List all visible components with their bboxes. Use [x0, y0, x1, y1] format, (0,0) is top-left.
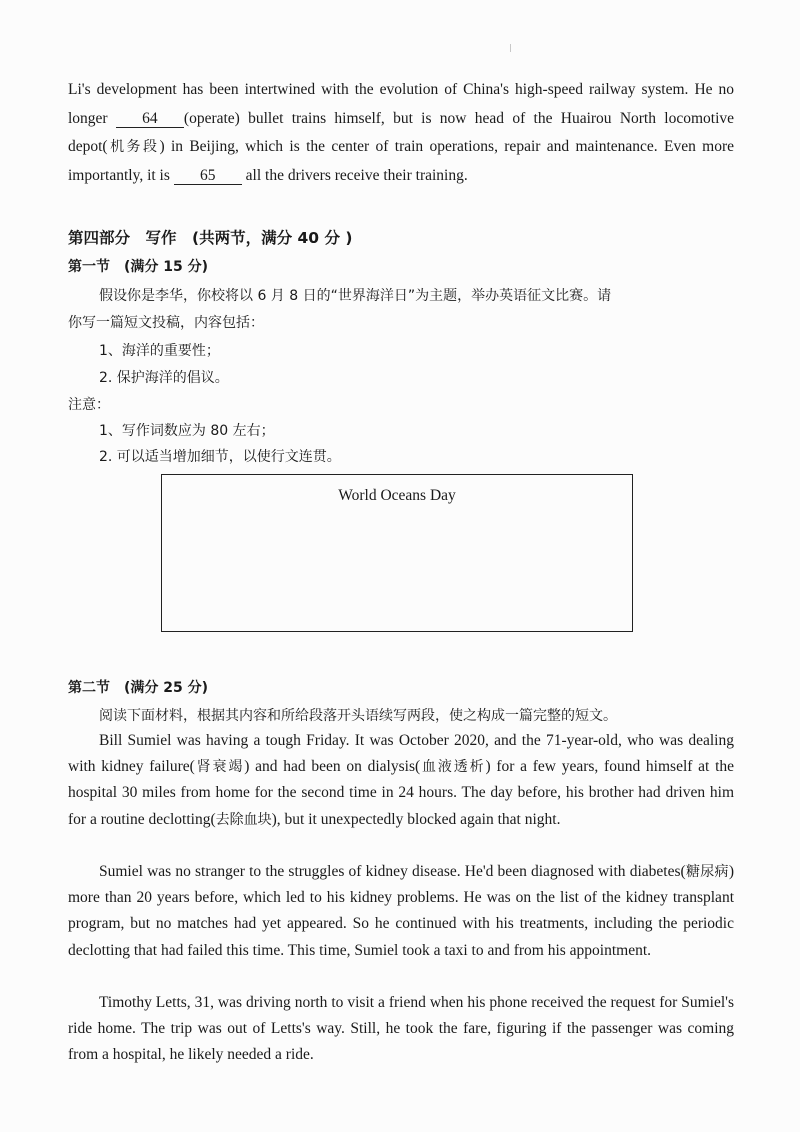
writing-box-title: World Oceans Day	[338, 487, 456, 504]
passage-text: (operate) bullet trains himself, but is now head of the Huairou North locomotive depot(	[68, 109, 735, 156]
story-paragraph: Timothy Letts, 31, was driving north to visit a friend when his phone received the request for Sumiel's ride home. The trip was out of Letts's way. Still, he took the fare, figuring if the passenger was coming from a hospital, he likely needed a ride.	[68, 994, 734, 1064]
passage-text: Li's development has been intertwined with the evolution of China's high-speed railway system.	[68, 81, 689, 98]
passage-text: ) in Beijing, which is the center of train operations, repair and maintenance. Even more importantly, it is	[68, 138, 735, 185]
story-text: Bill Sumiel was having a tough Friday. It was October 2020, and the 71-year-old, who was dealing with kidney failure(	[68, 732, 734, 776]
note-item: 2. 可以适当增加细节，以使行文连贯。	[99, 449, 341, 465]
chinese-gloss: 糖尿病	[685, 864, 729, 880]
prompt-text: 假设你是李华，你校将以 6 月 8 日的“世界海洋日”为主题，举办英语征文比赛。请	[99, 288, 612, 304]
story-text: ), but it unexpectedly blocked again that night.	[271, 810, 561, 828]
prompt-item: 1、海洋的重要性；	[99, 343, 220, 359]
story-paragraph	[68, 859, 734, 964]
chinese-gloss: 去除血块	[215, 811, 272, 828]
chinese-gloss: 肾衰竭	[194, 759, 245, 776]
passage-paragraph	[68, 76, 734, 191]
passage-text: all the drivers receive their training.	[245, 167, 468, 185]
writing-box[interactable]	[161, 474, 633, 632]
passage-text: He no longer	[68, 81, 735, 127]
note-item: 1、写作词数应为 80 左右；	[99, 423, 275, 439]
story-paragraph	[68, 728, 734, 833]
story-text: Sumiel was no stranger to the struggles of kidney disease. He'd been diagnosed with diabetes(	[99, 863, 686, 880]
chinese-gloss: 机务段	[107, 139, 160, 156]
story-text: ) for a few years, found himself at the hospital 30 miles from home for the second time in 24 hours. The day before, his brother had driven him for a routine declotting(	[68, 758, 735, 828]
answer-blank-65[interactable]: 65	[174, 168, 242, 185]
section-heading: 第一节 (满分 15 分)	[68, 259, 209, 275]
prompt-item: 2. 保护海洋的倡议。	[99, 370, 229, 386]
instruction-text: 阅读下面材料，根据其内容和所给段落开头语续写两段，使之构成一篇完整的短文。	[99, 708, 617, 724]
story-text: ) more than 20 years before, which led to his kidney problems. He was on the list of the kidney transplant program, but no matches had yet appeared. So he continued with his treatments, including the periodic declotting that had failed this time. This time, Sumiel took a taxi to and from his appointment.	[68, 863, 734, 959]
prompt-text: 你写一篇短文投稿，内容包括：	[68, 315, 264, 331]
part-heading: 第四部分 写作 (共两节，满分 40 分 )	[68, 229, 353, 247]
story-text: ) and had been on dialysis(	[244, 758, 421, 776]
notes-heading: 注意：	[68, 397, 110, 413]
section-heading: 第二节 (满分 25 分)	[68, 680, 209, 696]
scan-fold-mark	[510, 44, 511, 52]
chinese-gloss: 血液透析	[420, 759, 486, 776]
answer-blank-64[interactable]: 64	[116, 111, 184, 128]
